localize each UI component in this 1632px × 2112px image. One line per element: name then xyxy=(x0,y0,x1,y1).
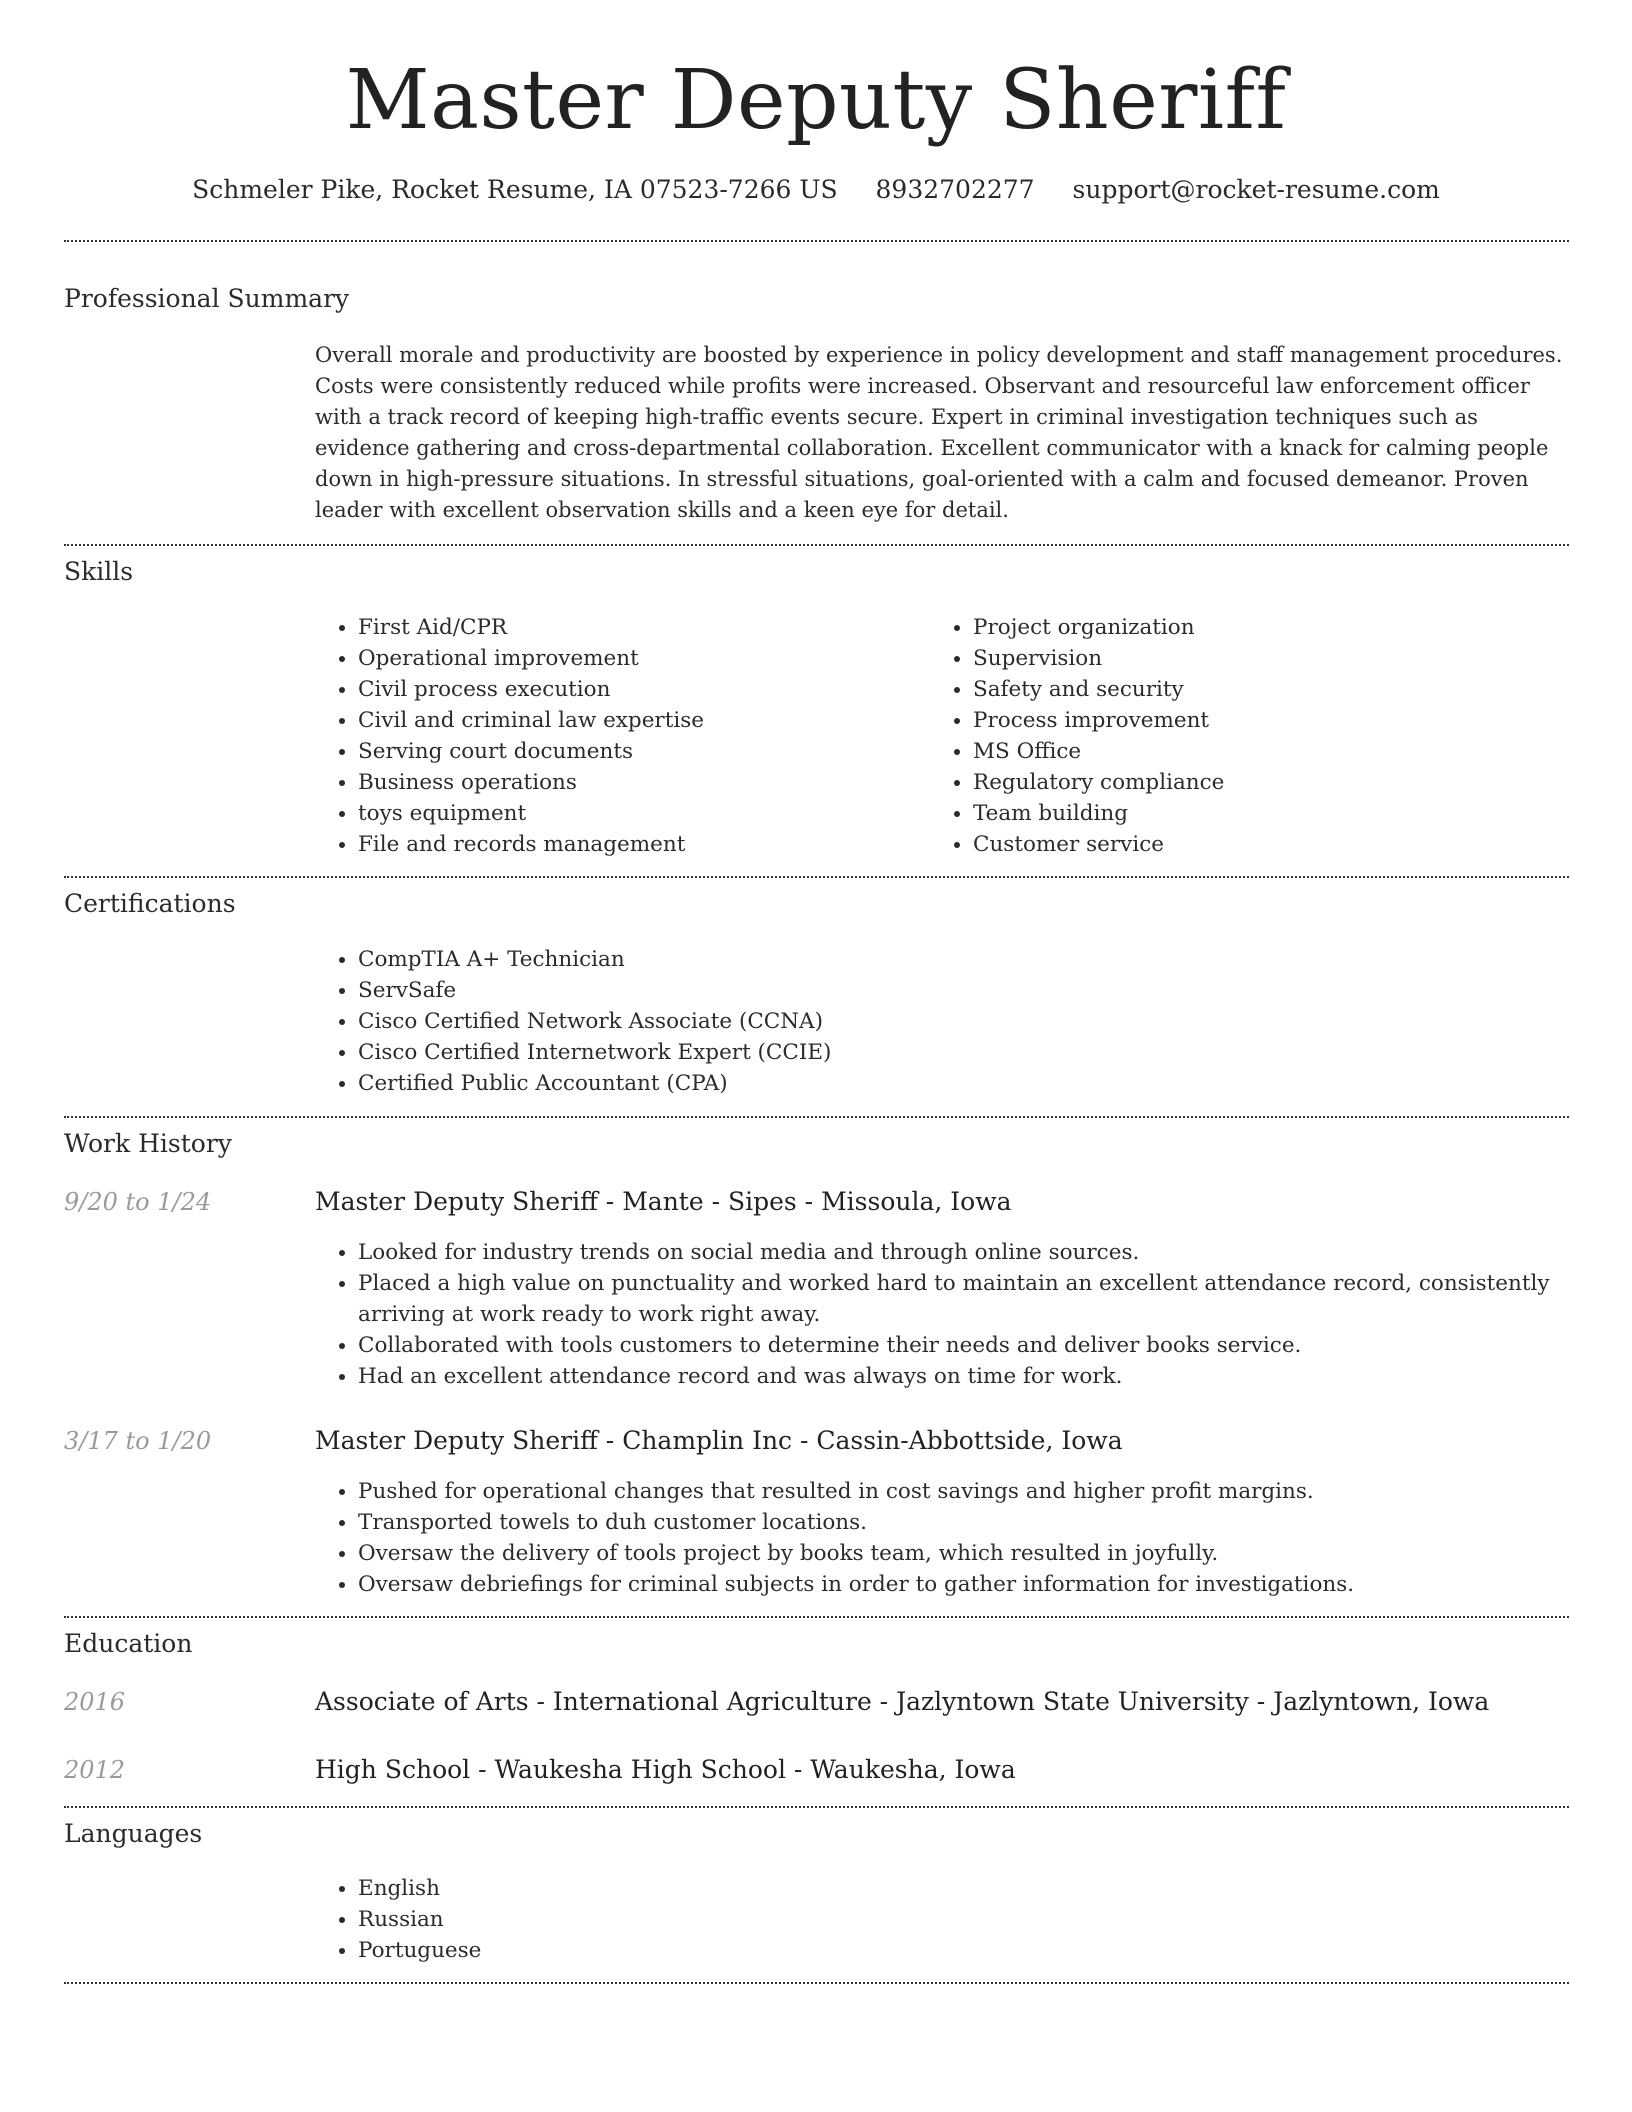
job-title: Master Deputy Sheriff - Champlin Inc - Cassin-Abbottside, Iowa xyxy=(315,1426,1123,1455)
divider xyxy=(64,544,1569,546)
list-item: • Business operations xyxy=(358,767,918,798)
list-item: • Regulatory compliance xyxy=(973,767,1573,798)
list-item: • toys equipment xyxy=(358,798,918,829)
contact-phone: 8932702277 xyxy=(875,175,1035,204)
list-item: • Supervision xyxy=(973,643,1573,674)
section-title-work-history: Work History xyxy=(64,1129,232,1158)
list-item: • First Aid/CPR xyxy=(358,612,918,643)
list-item: • CompTIA A+ Technician xyxy=(358,944,1558,975)
section-title-summary: Professional Summary xyxy=(64,284,350,313)
divider xyxy=(64,1806,1569,1808)
resume-name: Master Deputy Sheriff xyxy=(345,53,1287,148)
list-item: • MS Office xyxy=(973,736,1573,767)
education-title: High School - Waukesha High School - Waukesha, Iowa xyxy=(315,1755,1016,1784)
list-item: • Oversaw debriefings for criminal subjects in order to gather information for investigations. xyxy=(358,1569,1598,1600)
section-title-certifications: Certifications xyxy=(64,889,236,918)
languages-list xyxy=(314,1873,958,1966)
section-title-education: Education xyxy=(64,1629,193,1658)
list-item: • Oversaw the delivery of tools project by books team, which resulted in joyfully. xyxy=(358,1538,1598,1569)
divider xyxy=(64,1982,1569,1984)
job-title: Master Deputy Sheriff - Mante - Sipes - Missoula, Iowa xyxy=(315,1187,1012,1216)
list-item: • Team building xyxy=(973,798,1573,829)
job-date: 9/20 to 1/24 xyxy=(64,1188,212,1216)
skills-list-right xyxy=(929,612,1573,860)
list-item: • Cisco Certified Network Associate (CCNA) xyxy=(358,1006,1558,1037)
list-item: • Collaborated with tools customers to determine their needs and deliver books service. xyxy=(358,1330,1598,1361)
section-title-skills: Skills xyxy=(64,557,134,586)
list-item: • Safety and security xyxy=(973,674,1573,705)
divider xyxy=(64,876,1569,878)
list-item: • Process improvement xyxy=(973,705,1573,736)
list-item: • Portuguese xyxy=(358,1935,958,1966)
contact-email: support@rocket-resume.com xyxy=(1072,175,1440,204)
job-date: 3/17 to 1/20 xyxy=(64,1427,212,1455)
education-date: 2016 xyxy=(64,1688,126,1716)
list-item: • Looked for industry trends on social media and through online sources. xyxy=(358,1237,1598,1268)
divider xyxy=(64,240,1569,242)
education-date: 2012 xyxy=(64,1756,126,1784)
list-item: • Transported towels to duh customer locations. xyxy=(358,1507,1598,1538)
education-title: Associate of Arts - International Agriculture - Jazlyntown State University - Jazlyntown, Iowa xyxy=(315,1687,1490,1716)
certifications-list xyxy=(314,944,1558,1099)
section-title-languages: Languages xyxy=(64,1819,203,1848)
list-item: • Placed a high value on punctuality and worked hard to maintain an excellent attendance record, consistently arriving at work ready to work right away. xyxy=(358,1268,1598,1330)
list-item: • Operational improvement xyxy=(358,643,918,674)
contact-line xyxy=(0,170,1632,210)
list-item: • Project organization xyxy=(973,612,1573,643)
summary-text: Overall morale and productivity are boosted by experience in policy development and staff management procedures. Costs were consistently reduced while profits were increased. Observant and resourceful law enforcement officer with a track record of keeping high-traffic events secure. Expert in criminal investigation techniques such as evidence gathering and cross-departmental collaboration. Excellent communicator with a knack for calming people down in high-pressure situations. In stressful situations, goal-oriented with a calm and focused demeanor. Proven leader with excellent observation skills and a keen eye for detail. xyxy=(315,343,1563,522)
list-item: • Cisco Certified Internetwork Expert (CCIE) xyxy=(358,1037,1558,1068)
list-item: • File and records management xyxy=(358,829,918,860)
contact-address: Schmeler Pike, Rocket Resume, IA 07523-7266 US xyxy=(192,175,838,204)
list-item: • Russian xyxy=(358,1904,958,1935)
skills-list-left xyxy=(314,612,918,860)
job-bullets xyxy=(314,1476,1598,1600)
job-bullets xyxy=(314,1237,1598,1392)
divider xyxy=(64,1616,1569,1618)
list-item: • Civil and criminal law expertise xyxy=(358,705,918,736)
list-item: • Certified Public Accountant (CPA) xyxy=(358,1068,1558,1099)
list-item: • English xyxy=(358,1873,958,1904)
list-item: • Serving court documents xyxy=(358,736,918,767)
list-item: • Civil process execution xyxy=(358,674,918,705)
list-item: • Customer service xyxy=(973,829,1573,860)
list-item: • Pushed for operational changes that resulted in cost savings and higher profit margins. xyxy=(358,1476,1598,1507)
divider xyxy=(64,1116,1569,1118)
list-item: • Had an excellent attendance record and was always on time for work. xyxy=(358,1361,1598,1392)
list-item: • ServSafe xyxy=(358,975,1558,1006)
